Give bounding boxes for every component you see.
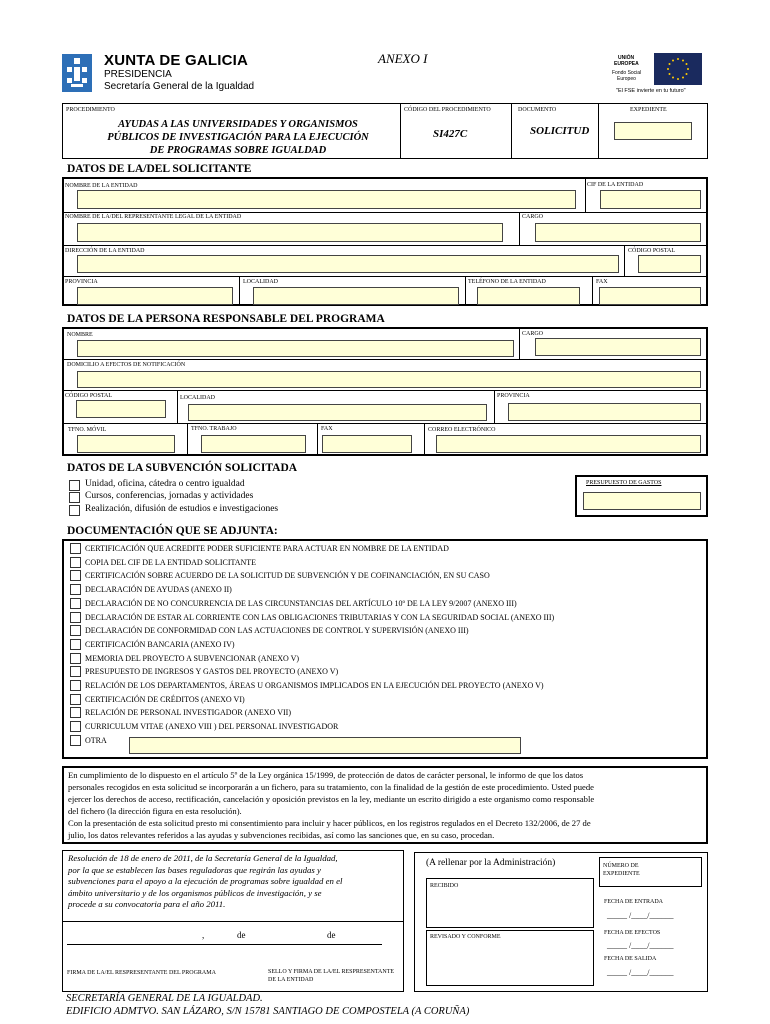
- firma-label: FIRMA DE LA/EL RESPRESENTANTE DEL PROGRAMA: [67, 970, 216, 976]
- doc-checkbox[interactable]: [70, 543, 81, 554]
- expediente-label: EXPEDIENTE: [630, 107, 667, 113]
- doc-checkbox[interactable]: [70, 680, 81, 691]
- subvencion-option-3: Realización, difusión de estudios e investigaciones: [85, 504, 279, 514]
- fund-label-2: Europeo: [617, 76, 636, 82]
- doc-item-label: CERTIFICACIÓN QUE ACREDITE PODER SUFICIENTE PARA ACTUAR EN NOMBRE DE LA ENTIDAD: [85, 544, 449, 553]
- cargo-field[interactable]: [535, 223, 701, 242]
- fecha-salida-label: FECHA DE SALIDA: [604, 956, 657, 962]
- documento-label: DOCUMENTO: [518, 107, 557, 113]
- sello-label: SELLO Y FIRMA DE LA/EL RESPRESENTANTE DE LA ENTIDAD: [268, 969, 395, 983]
- solicitante-title: DATOS DE LA/DEL SOLICITANTE: [67, 163, 252, 175]
- subvencion-option-2: Cursos, conferencias, jornadas y actividades: [85, 491, 254, 501]
- resp-cp-label: CÓDIGO POSTAL: [65, 393, 113, 399]
- privacy-text: En cumplimiento de lo dispuesto en el artículo 5º de la Ley orgánica 15/1999, de protección de datos de carácter personal, le informo de que los datos personales recogidos en esta solicitud se incorporarán a un fichero, para su tratamiento, con la finalidad de la gestión de este procedimiento. Usted puede ejercer los derechos de acceso, rectificación, cancelación y oposición previstos en la ley, mediante un escrito dirigido a este organismo como responsable del fichero (la dirección figura en esta resolución). Con la presentación de esta solicitud presto mi consentimiento para incluir y hacer públicos, en los registros regulados en el Decreto 132/2006, de 27 de julio, los datos relevantes referidos a las ayudas y subvenciones recibidas, así como las sanciones que, en su caso, procedan.: [68, 770, 595, 840]
- doc-item-label: COPIA DEL CIF DE LA ENTIDAD SOLICITANTE: [85, 558, 257, 567]
- procedure-title: AYUDAS A LAS UNIVERSIDADES Y ORGANISMOS PÚBLICOS DE INVESTIGACIÓN PARA LA EJECUCIÓN DE PROGRAMAS SOBRE IGUALDAD: [107, 119, 369, 156]
- resp-correo-field[interactable]: [436, 435, 701, 453]
- resp-domicilio-field[interactable]: [77, 371, 701, 388]
- nombre-entidad-field[interactable]: [77, 190, 576, 209]
- resp-localidad-field[interactable]: [188, 404, 487, 421]
- presupuesto-label: PRESUPUESTO DE GASTOS: [586, 480, 662, 486]
- eu-label-2: EUROPEA: [614, 61, 639, 67]
- resp-cp-field[interactable]: [76, 400, 166, 418]
- resolution-text: Resolución de 18 de enero de 2011, de la Secretaría General de la Igualdad, por la que se establecen las bases reguladoras que regirán las ayudas y subvenciones para el apoyo a la ejecución de programas sobre igualdad en el ámbito universitario y de los organismos públicos de investigación, y se procede a su convocatoria para el año 2011.: [68, 853, 343, 909]
- codigo-postal-field[interactable]: [638, 255, 701, 273]
- doc-item-label: DECLARACIÓN DE AYUDAS (ANEXO II): [85, 585, 232, 594]
- doc-item-label: DECLARACIÓN DE ESTAR AL CORRIENTE CON LAS OBLIGACIONES TRIBUTARIAS Y CON LA SEGURIDAD SOCIAL (ANEXO III): [85, 613, 555, 622]
- eu-label-1: UNIÓN: [618, 55, 635, 61]
- cif-field[interactable]: [600, 190, 701, 209]
- doc-checkbox[interactable]: [70, 735, 81, 746]
- resp-cargo-label: CARGO: [522, 331, 544, 337]
- doc-checkbox[interactable]: [70, 584, 81, 595]
- resp-provincia-field[interactable]: [508, 403, 701, 421]
- doc-checkbox[interactable]: [70, 721, 81, 732]
- date-comma: ,: [202, 930, 205, 940]
- subvencion-checkbox-2[interactable]: [69, 492, 80, 503]
- doc-checkbox[interactable]: [70, 557, 81, 568]
- doc-checkbox[interactable]: [70, 570, 81, 581]
- representante-label: NOMBRE DE LA/DEL REPRESENTANTE LEGAL DE LA ENTIDAD: [65, 214, 242, 220]
- telefono-field[interactable]: [477, 287, 580, 305]
- doc-checkbox[interactable]: [70, 666, 81, 677]
- provincia-label: PROVINCIA: [65, 279, 98, 285]
- subvencion-option-1: Unidad, oficina, cátedra o centro igualdad: [85, 479, 245, 489]
- doc-item-label: DECLARACIÓN DE CONFORMIDAD CON LAS ACTUACIONES DE CONTROL Y SUPERVISIÓN (ANEXO III): [85, 626, 469, 635]
- doc-item-label: CERTIFICACIÓN BANCARIA (ANEXO IV): [85, 640, 235, 649]
- resp-cargo-field[interactable]: [535, 338, 701, 356]
- doc-item-label: CURRICULUM VITAE (ANEXO VIII ) DEL PERSONAL INVESTIGADOR: [85, 722, 339, 731]
- footer-line-2: EDIFICIO ADMTVO. SAN LÁZARO, S/N 15781 SANTIAGO DE COMPOSTELA (A CORUÑA): [66, 1006, 470, 1017]
- recibido-label: RECIBIDO: [430, 883, 459, 889]
- resp-movil-label: TFNO. MÓVIL: [68, 427, 107, 433]
- direccion-field[interactable]: [77, 255, 619, 273]
- org-name: XUNTA DE GALICIA: [104, 52, 249, 69]
- resp-fax-field[interactable]: [322, 435, 412, 453]
- doc-checkbox[interactable]: [70, 625, 81, 636]
- codigo-value: SI427C: [433, 128, 468, 140]
- subvencion-checkbox-3[interactable]: [69, 505, 80, 516]
- representante-field[interactable]: [77, 223, 503, 242]
- doc-item-label: OTRA: [85, 736, 107, 745]
- documentacion-title: DOCUMENTACIÓN QUE SE ADJUNTA:: [67, 525, 278, 537]
- cif-label: CIF DE LA ENTIDAD: [587, 182, 644, 188]
- admin-title: (A rellenar por la Administración): [426, 858, 556, 868]
- fecha-efectos-label: FECHA DE EFECTOS: [604, 930, 661, 936]
- doc-checkbox[interactable]: [70, 639, 81, 650]
- subvencion-checkbox-1[interactable]: [69, 480, 80, 491]
- procedimiento-label: PROCEDIMIENTO: [66, 107, 115, 113]
- otra-field[interactable]: [129, 737, 521, 754]
- doc-checkbox[interactable]: [70, 598, 81, 609]
- eu-flag-icon: [654, 53, 702, 85]
- fse-slogan: "El FSE invierte en tu futuro": [616, 88, 686, 94]
- direccion-label: DIRECCIÓN DE LA ENTIDAD: [65, 248, 145, 254]
- doc-item-label: DECLARACIÓN DE NO CONCURRENCIA DE LAS CIRCUNSTANCIAS DEL ARTÍCULO 10º DE LA LEY 9/2007 (ANEXO III): [85, 599, 517, 608]
- doc-item-label: PRESUPUESTO DE INGRESOS Y GASTOS DEL PROYECTO (ANEXO V): [85, 667, 339, 676]
- resp-nombre-label: NOMBRE: [67, 332, 93, 338]
- resp-trabajo-field[interactable]: [201, 435, 306, 453]
- revisado-label: REVISADO Y CONFORME: [430, 934, 501, 940]
- cargo-label: CARGO: [522, 214, 544, 220]
- fecha-entrada-blank[interactable]: _____ /____/______: [607, 911, 674, 920]
- localidad-field[interactable]: [253, 287, 459, 305]
- secretary-name: Secretaría General de la Igualdad: [104, 81, 255, 92]
- expediente-field[interactable]: [614, 122, 692, 140]
- resp-localidad-label: LOCALIDAD: [180, 395, 215, 401]
- doc-item-label: RELACIÓN DE PERSONAL INVESTIGADOR (ANEXO VII): [85, 708, 291, 717]
- fax-field[interactable]: [599, 287, 701, 305]
- codigo-label: CÓDIGO DEL PROCEDIMIENTO: [404, 107, 491, 113]
- resp-fax-label: FAX: [321, 426, 333, 432]
- date-line[interactable]: [67, 944, 382, 945]
- subvencion-title: DATOS DE LA SUBVENCIÓN SOLICITADA: [67, 462, 298, 474]
- doc-checkbox[interactable]: [70, 694, 81, 705]
- fund-label-1: Fondo Social: [612, 70, 642, 76]
- provincia-field[interactable]: [77, 287, 233, 305]
- resp-nombre-field[interactable]: [77, 340, 514, 357]
- xunta-logo-icon: [62, 54, 92, 92]
- doc-checkbox[interactable]: [70, 612, 81, 623]
- presupuesto-field[interactable]: [583, 492, 701, 510]
- resp-correo-label: CORREO ELECTRÓNICO: [428, 427, 496, 433]
- doc-checkbox[interactable]: [70, 707, 81, 718]
- resp-domicilio-label: DOMICILIO A EFECTOS DE NOTIFICACIÓN: [67, 362, 186, 368]
- resp-provincia-label: PROVINCIA: [497, 393, 530, 399]
- date-de-2: de: [327, 930, 336, 940]
- localidad-label: LOCALIDAD: [243, 279, 278, 285]
- doc-item-label: CERTIFICACIÓN SOBRE ACUERDO DE LA SOLICITUD DE SUBVENCIÓN Y DE COFINANCIACIÓN, EN SU CASO: [85, 571, 490, 580]
- telefono-label: TELÉFONO DE LA ENTIDAD: [468, 279, 546, 285]
- resp-movil-field[interactable]: [77, 435, 175, 453]
- doc-checkbox[interactable]: [70, 653, 81, 664]
- nombre-entidad-label: NOMBRE DE LA ENTIDAD: [65, 183, 138, 189]
- fecha-salida-blank[interactable]: _____ /____/______: [607, 968, 674, 977]
- doc-item-label: MEMORIA DEL PROYECTO A SUBVENCIONAR (ANEXO V): [85, 654, 300, 663]
- doc-item-label: CERTIFICACIÓN DE CRÉDITOS (ANEXO VI): [85, 695, 245, 704]
- codigo-postal-label: CÓDIGO POSTAL: [628, 248, 676, 254]
- fecha-efectos-blank[interactable]: _____ /____/______: [607, 941, 674, 950]
- resp-trabajo-label: TFNO. TRABAJO: [191, 426, 237, 432]
- dept-name: PRESIDENCIA: [104, 69, 172, 80]
- fecha-entrada-label: FECHA DE ENTRADA: [604, 899, 664, 905]
- footer-line-1: SECRETARÍA GENERAL DE LA IGUALDAD.: [66, 993, 263, 1004]
- annex-title: ANEXO I: [378, 51, 428, 66]
- numero-label: NÚMERO DE EXPEDIENTE: [603, 863, 640, 877]
- date-de-1: de: [237, 930, 246, 940]
- documento-value: SOLICITUD: [530, 125, 590, 137]
- fax-label: FAX: [596, 279, 608, 285]
- responsable-title: DATOS DE LA PERSONA RESPONSABLE DEL PROGRAMA: [67, 313, 385, 325]
- doc-item-label: RELACIÓN DE LOS DEPARTAMENTOS, ÁREAS U ORGANISMOS IMPLICADOS EN LA EJECUCIÓN DEL PROYECTO (ANEXO V): [85, 681, 544, 690]
